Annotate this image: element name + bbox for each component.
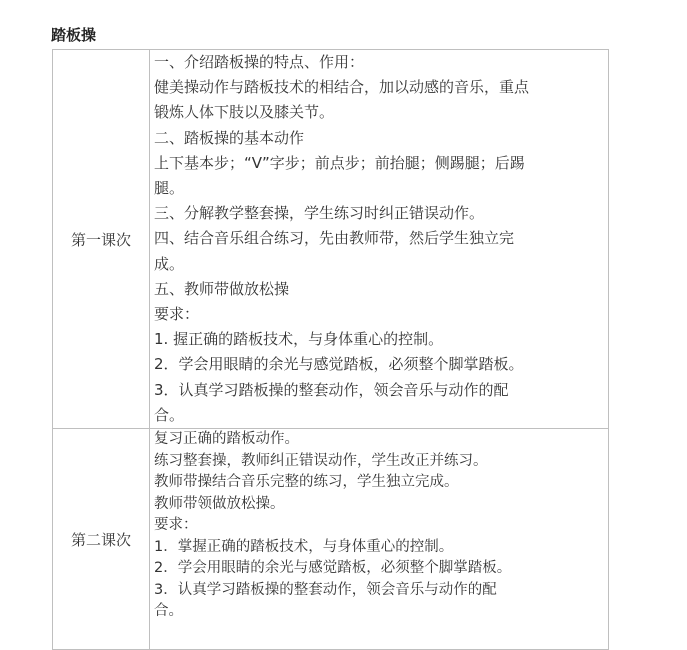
content-line: 锻炼人体下肢以及膝关节。 xyxy=(154,103,335,122)
lesson-label: 第二课次 xyxy=(53,429,150,650)
content-line: 腿。 xyxy=(154,179,185,198)
content-line: 合。 xyxy=(154,405,185,424)
content-line: 上下基本步；“V”字步；前点步；前抬腿；侧踢腿；后踢 xyxy=(154,153,525,172)
content-line: 三、分解教学整套操，学生练习时纠正错误动作。 xyxy=(154,204,485,223)
content-line: 要求： xyxy=(154,305,200,324)
content-line: 要求： xyxy=(154,517,198,534)
content-line: 四、结合音乐组合练习，先由教师带，然后学生独立完 xyxy=(154,229,515,248)
content-line: 复习正确的踏板动作。 xyxy=(154,431,299,448)
content-line: 2．学会用眼睛的余光与感觉踏板，必须整个脚掌踏板。 xyxy=(154,355,524,374)
content-line: 1．掌握正确的踏板技术，与身体重心的控制。 xyxy=(154,538,454,555)
content-line: 健美操动作与踏板技术的相结合，加以动感的音乐，重点 xyxy=(154,78,530,97)
lesson-table xyxy=(52,49,609,650)
table-row xyxy=(53,50,609,429)
content-line: 2．学会用眼睛的余光与感觉踏板，必须整个脚掌踏板。 xyxy=(154,560,512,577)
table-row xyxy=(53,429,609,650)
content-line: 1. 握正确的踏板技术，与身体重心的控制。 xyxy=(154,330,444,349)
content-line: 一、介绍踏板操的特点、作用： xyxy=(154,53,365,71)
page-title: 踏板操 xyxy=(51,26,97,44)
content-line: 成。 xyxy=(154,254,185,273)
content-line: 二、踏板操的基本动作 xyxy=(154,128,305,147)
lesson-content xyxy=(150,50,609,429)
content-line: 教师带领做放松操。 xyxy=(154,495,285,512)
content-line: 3．认真学习踏板操的整套动作，领会音乐与动作的配 xyxy=(154,380,509,399)
content-line: 合。 xyxy=(154,603,183,620)
content-line: 教师带操结合音乐完整的练习，学生独立完成。 xyxy=(154,474,459,491)
lesson-content xyxy=(150,429,609,650)
content-line: 练习整套操，教师纠正错误动作，学生改正并练习。 xyxy=(154,452,488,469)
content-line: 3．认真学习踏板操的整套动作，领会音乐与动作的配 xyxy=(154,581,497,598)
content-line: 五、教师带做放松操 xyxy=(154,279,290,298)
lesson-label: 第一课次 xyxy=(53,50,150,429)
